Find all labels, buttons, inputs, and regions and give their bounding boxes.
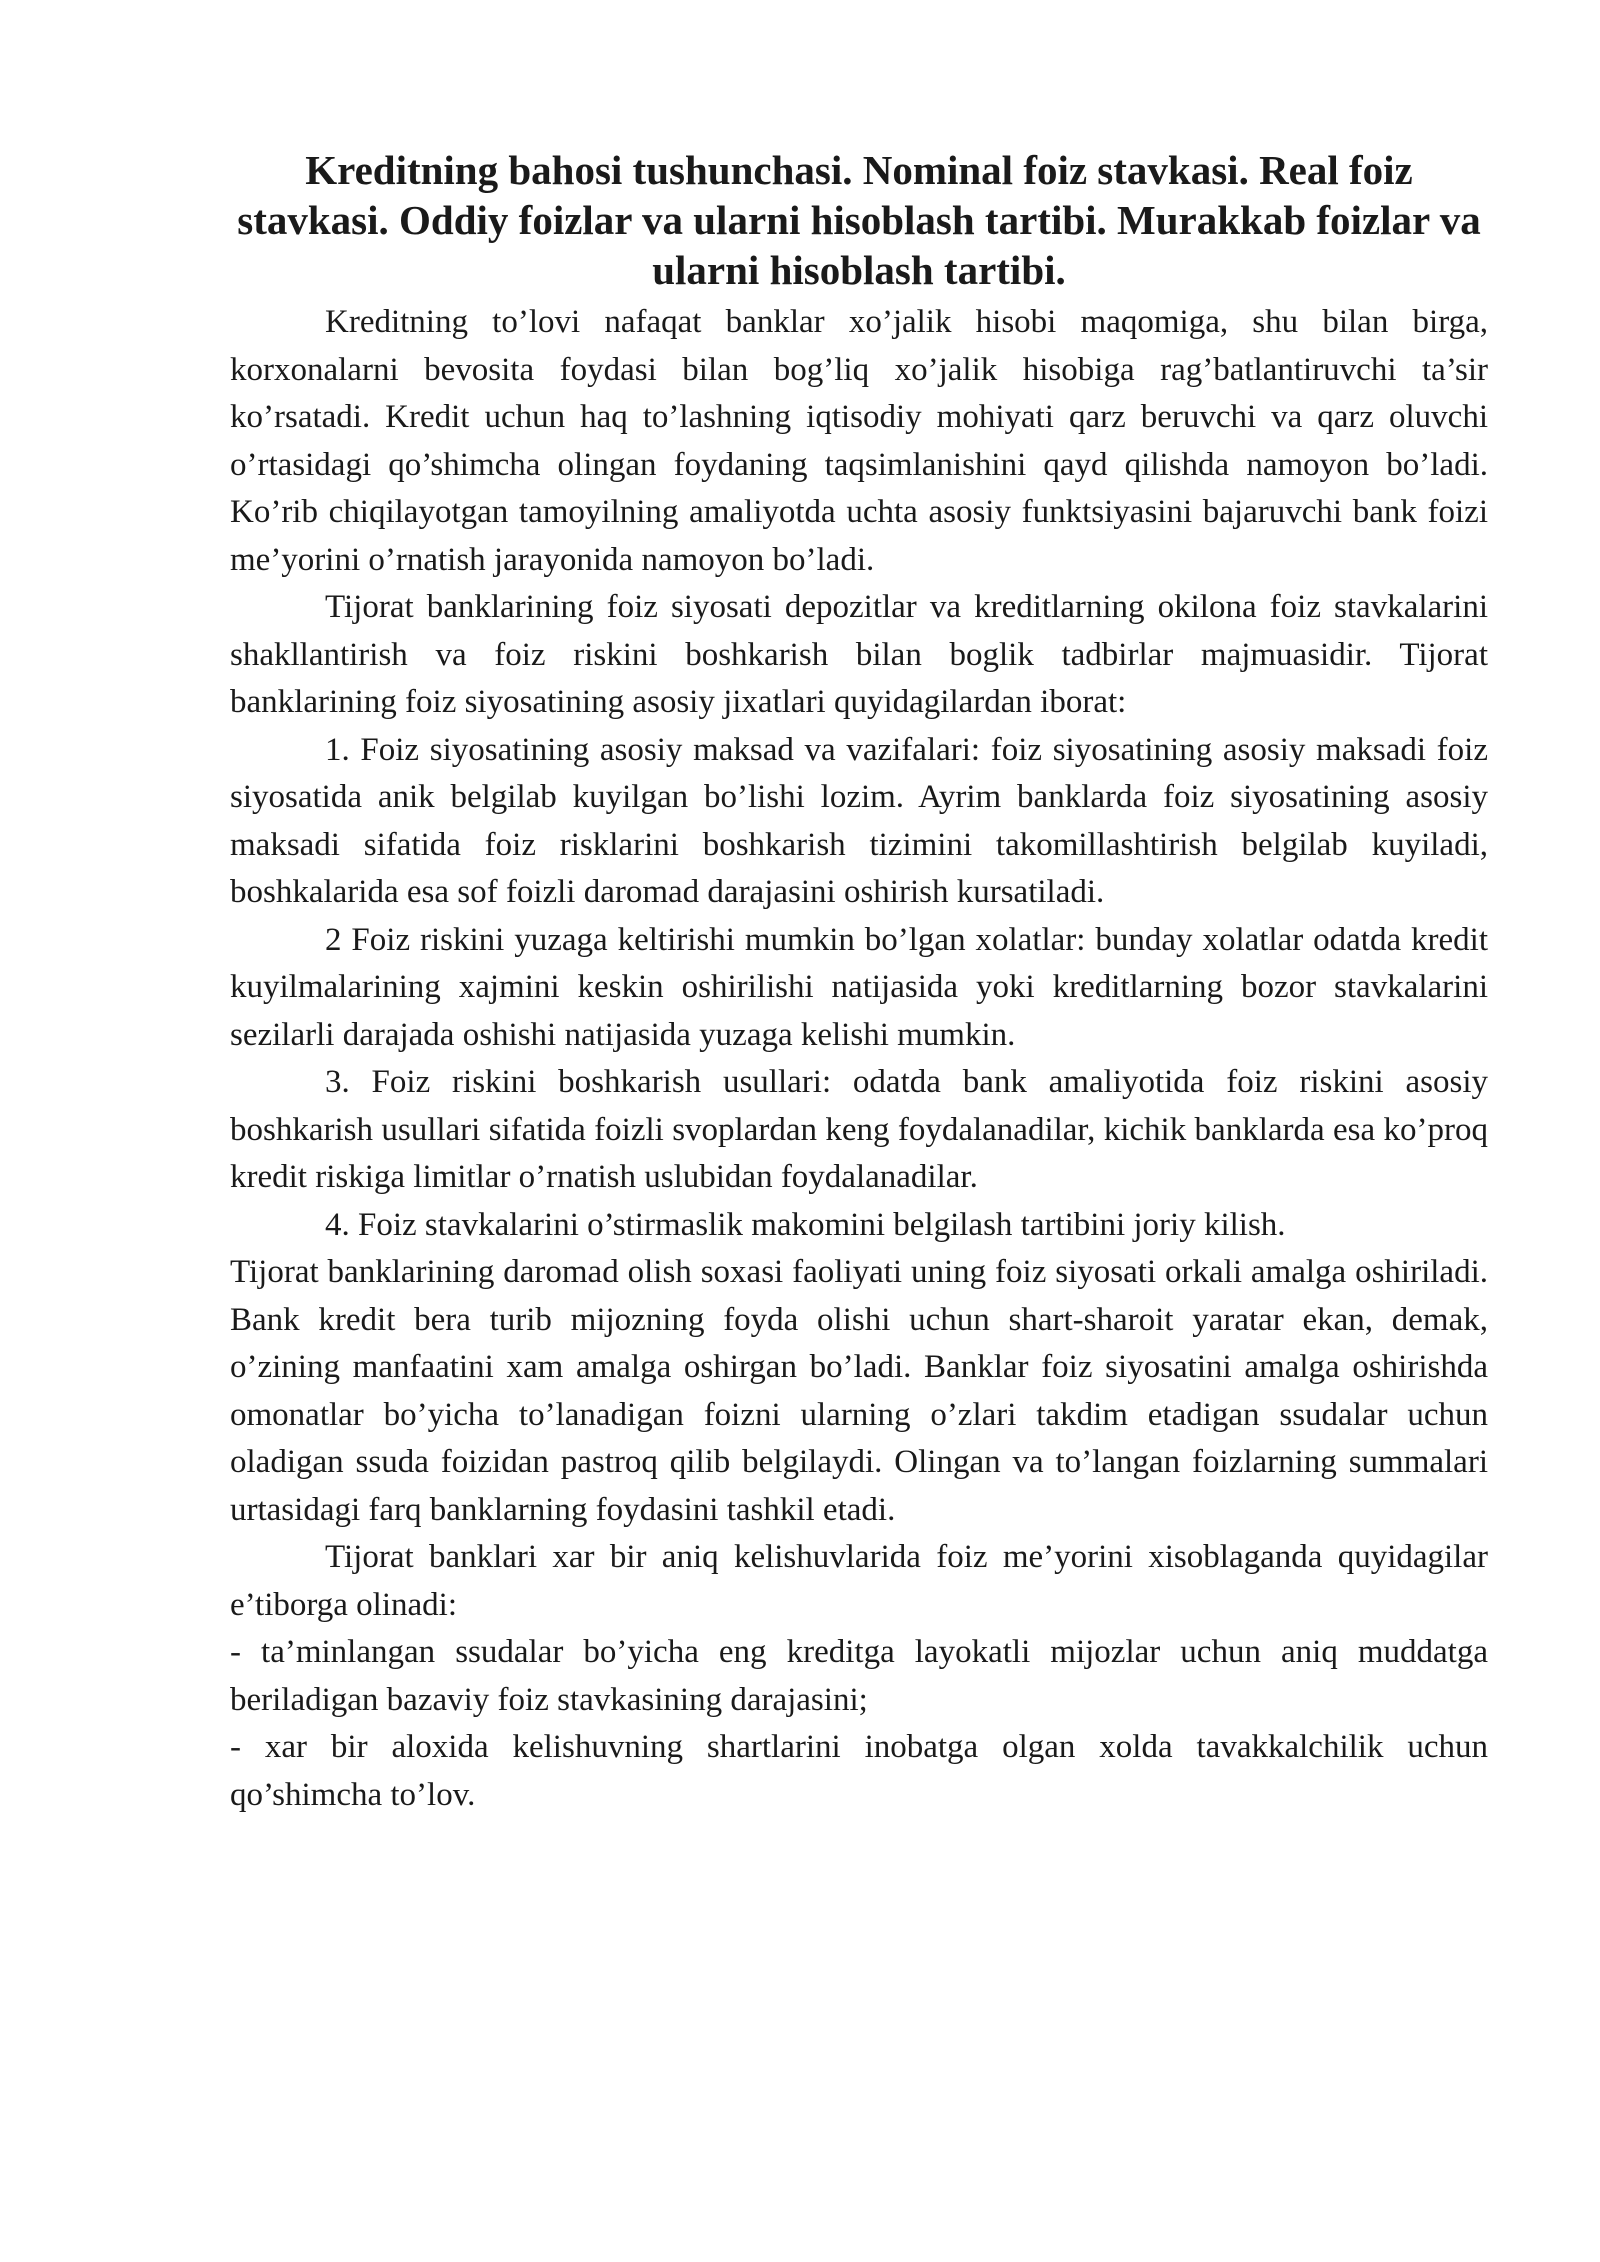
- paragraph-8: Tijorat banklari xar bir aniq kelishuvlarida foiz me’yorini xisoblaganda quyidagilar e’tiborga olinadi:: [230, 1539, 1488, 1623]
- paragraph-2: Tijorat banklarining foiz siyosati depozitlar va kreditlarning okilona foiz stavkalarini shakllantirish va foiz riskini boshkarish bilan boglik tadbirlar majmuasidir. Tijorat banklarining foiz siyosatining asosiy jixatlari quyidagilardan iborat:: [230, 589, 1488, 720]
- paragraph-5: 3. Foiz riskini boshkarish usullari: odatda bank amaliyotida foiz riskini asosiy boshkarish usullari sifatida foizli svoplardan keng foydalanadilar, kichik banklarda esa ko’proq kredit riskiga limitlar o’rnatish uslubidan foydalanadilar.: [230, 1064, 1488, 1195]
- list-item-1: - ta’minlangan ssudalar bo’yicha eng kreditga layokatli mijozlar uchun aniq muddatga beriladigan bazaviy foiz stavkasining darajasini;: [230, 1634, 1488, 1718]
- paragraph-3: 1. Foiz siyosatining asosiy maksad va vazifalari: foiz siyosatining asosiy maksadi foiz siyosatida anik belgilab kuyilgan bo’lishi lozim. Ayrim banklarda foiz siyosatining asosiy maksadi sifatida foiz risklarini boshkarish tizimini takomillashtirish belgilab kuyiladi, boshkalarida esa sof foizli daromad darajasini oshirish kursatiladi.: [230, 731, 1488, 910]
- paragraph-6: 4. Foiz stavkalarini o’stirmaslik makomini belgilash tartibini joriy kilish.: [325, 1206, 1286, 1243]
- document-body: [230, 299, 1488, 1819]
- document-page: [230, 145, 1488, 1819]
- paragraph-7: Tijorat banklarining daromad olish soxasi faoliyati uning foiz siyosati orkali amalga oshiriladi. Bank kredit bera turib mijozning foyda olishi uchun shart-sharoit yaratar ekan, demak, o’zining manfaatini xam amalga oshirgan bo’ladi. Banklar foiz siyosatini amalga oshirishda omonatlar bo’yicha to’lanadigan foizni ularning o’zlari takdim etadigan ssudalar uchun oladigan ssuda foizidan pastroq qilib belgilaydi. Olingan va to’langan foizlarning summalari urtasidagi farq banklarning foydasini tashkil etadi.: [230, 1254, 1488, 1528]
- paragraph-1: Kreditning to’lovi nafaqat banklar xo’jalik hisobi maqomiga, shu bilan birga, korxonalarni bevosita foydasi bilan bog’liq xo’jalik hisobiga rag’batlantiruvchi ta’sir ko’rsatadi. Kredit uchun haq to’lashning iqtisodiy mohiyati qarz beruvchi va qarz oluvchi o’rtasidagi qo’shimcha olingan foydaning taqsimlanishini qayd qilishda namoyon bo’ladi. Ko’rib chiqilayotgan tamoyilning amaliyotda uchta asosiy funktsiyasini bajaruvchi bank foizi me’yorini o’rnatish jarayonida namoyon bo’ladi.: [230, 304, 1488, 578]
- paragraph-4: 2 Foiz riskini yuzaga keltirishi mumkin bo’lgan xolatlar: bunday xolatlar odatda kredit kuyilmalarining xajmini keskin oshirilishi natijasida yoki kreditlarning bozor stavkalarini sezilarli darajada oshishi natijasida yuzaga kelishi mumkin.: [230, 921, 1488, 1053]
- document-title: Kreditning bahosi tushunchasi. Nominal foiz stavkasi. Real foiz stavkasi. Oddiy foizlar va ularni hisoblash tartibi. Murakkab foizlar va ularni hisoblash tartibi.: [237, 147, 1481, 293]
- list-item-2: - xar bir aloxida kelishuvning shartlarini inobatga olgan xolda tavakkalchilik uchun qo’shimcha to’lov.: [230, 1729, 1488, 1813]
